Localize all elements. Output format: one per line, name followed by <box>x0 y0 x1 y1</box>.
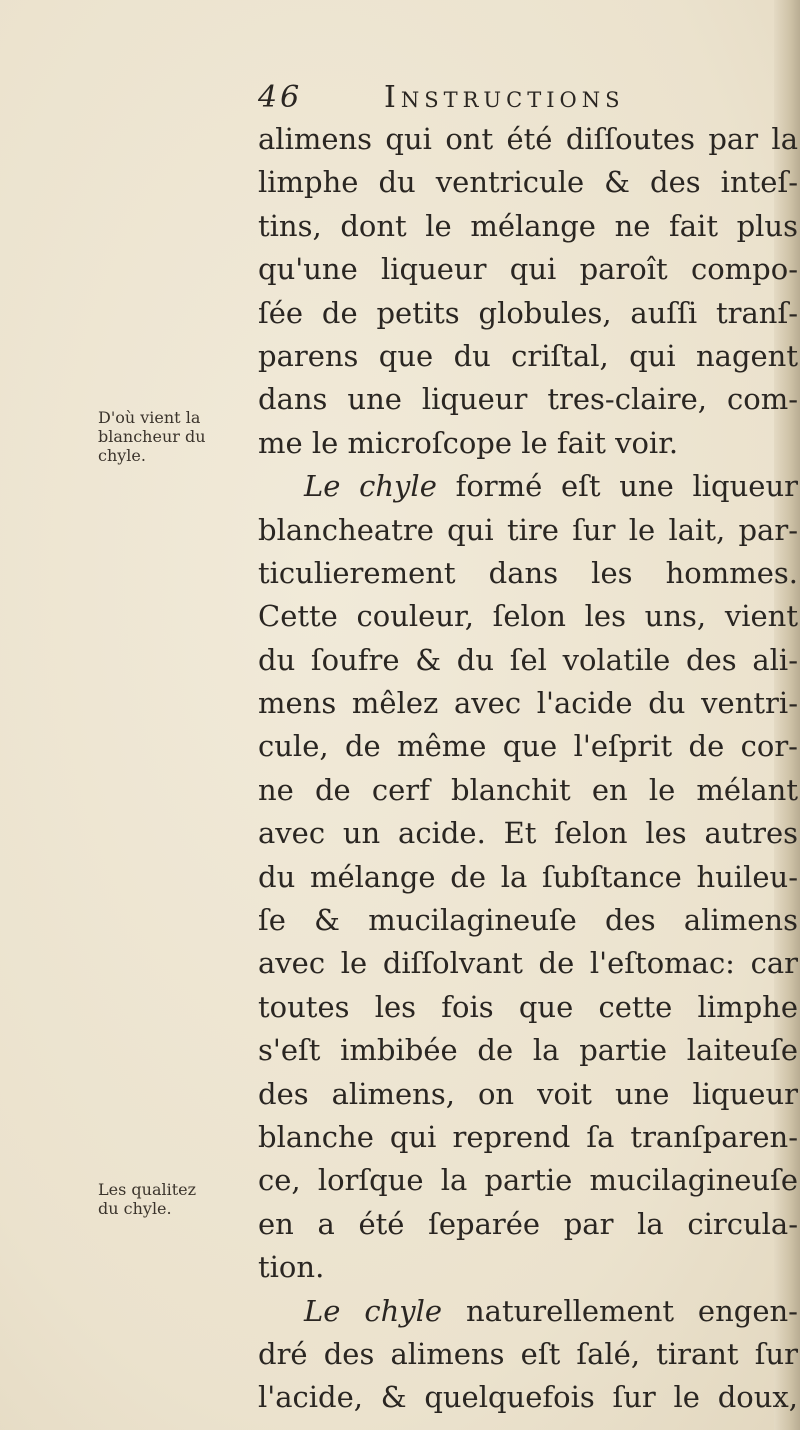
text-line: parens que du criſtal, qui nagent <box>258 338 798 373</box>
text-line: ſée de petits globules, auſſi tranſ- <box>258 295 798 330</box>
text-line: ce, lorſque la partie mucilagineuſe <box>258 1163 798 1198</box>
text-line: mens mêlez avec l'acide du ventri- <box>258 686 798 721</box>
margin-note-line: D'où vient la <box>98 408 201 427</box>
margin-note-line: du chyle. <box>98 1199 172 1218</box>
text-line: avec un acide. Et ſelon les autres <box>258 816 798 851</box>
text-line: Le chyle naturellement engen- <box>304 1293 798 1328</box>
text-line: tion. <box>258 1250 325 1285</box>
body-text <box>258 118 798 1420</box>
text-line: avec le diſſolvant de l'eſtomac: car <box>258 946 798 981</box>
text-line: dré des alimens eſt ſalé, tirant ſur <box>258 1336 798 1371</box>
text-line: dans une liqueur tres-claire, com- <box>258 382 798 417</box>
text-line: en a été ſeparée par la circula- <box>258 1206 798 1241</box>
margin-note-chyle-whiteness <box>98 408 256 465</box>
running-title: Instructions <box>384 80 625 115</box>
margin-note-line: blancheur du <box>98 427 206 446</box>
text-line: du mélange de la ſubſtance huileu- <box>258 859 798 894</box>
text-line: ne de cerf blanchit en le mélant <box>258 772 798 807</box>
text-line: Cette couleur, ſelon les uns, vient <box>258 599 798 634</box>
margin-note-chyle-qualities <box>98 1180 256 1218</box>
text-line: Le chyle formé eſt une liqueur <box>304 469 798 504</box>
text-line: du ſoufre & du ſel volatile des ali- <box>258 642 798 677</box>
text-line: blanche qui reprend ſa tranſparen- <box>258 1119 798 1154</box>
text-line: blancheatre qui tire ſur le lait, par- <box>258 512 798 547</box>
text-line: tins, dont le mélange ne fait plus <box>258 208 798 243</box>
text-line: s'eſt imbibée de la partie laiteuſe <box>258 1033 798 1068</box>
text-line: toutes les fois que cette limphe <box>258 989 798 1024</box>
text-line: ticulierement dans les hommes. <box>258 555 798 590</box>
margin-note-line: chyle. <box>98 446 146 465</box>
text-line: qu'une liqueur qui paroît compo- <box>258 252 798 287</box>
text-line: ſe & mucilagineuſe des alimens <box>258 903 798 938</box>
text-line: me le microſcope le fait voir. <box>258 425 679 460</box>
text-line: l'acide, & quelquefois ſur le doux, <box>258 1380 798 1415</box>
text-line: des alimens, on voit une liqueur <box>258 1076 798 1111</box>
margin-note-line: Les qualitez <box>98 1180 197 1199</box>
text-line: alimens qui ont été diſſoutes par la <box>258 122 798 156</box>
text-line: cule, de même que l'eſprit de cor- <box>258 729 798 764</box>
page-number: 46 <box>258 80 303 115</box>
text-line: limphe du ventricule & des inteſ- <box>258 165 798 200</box>
